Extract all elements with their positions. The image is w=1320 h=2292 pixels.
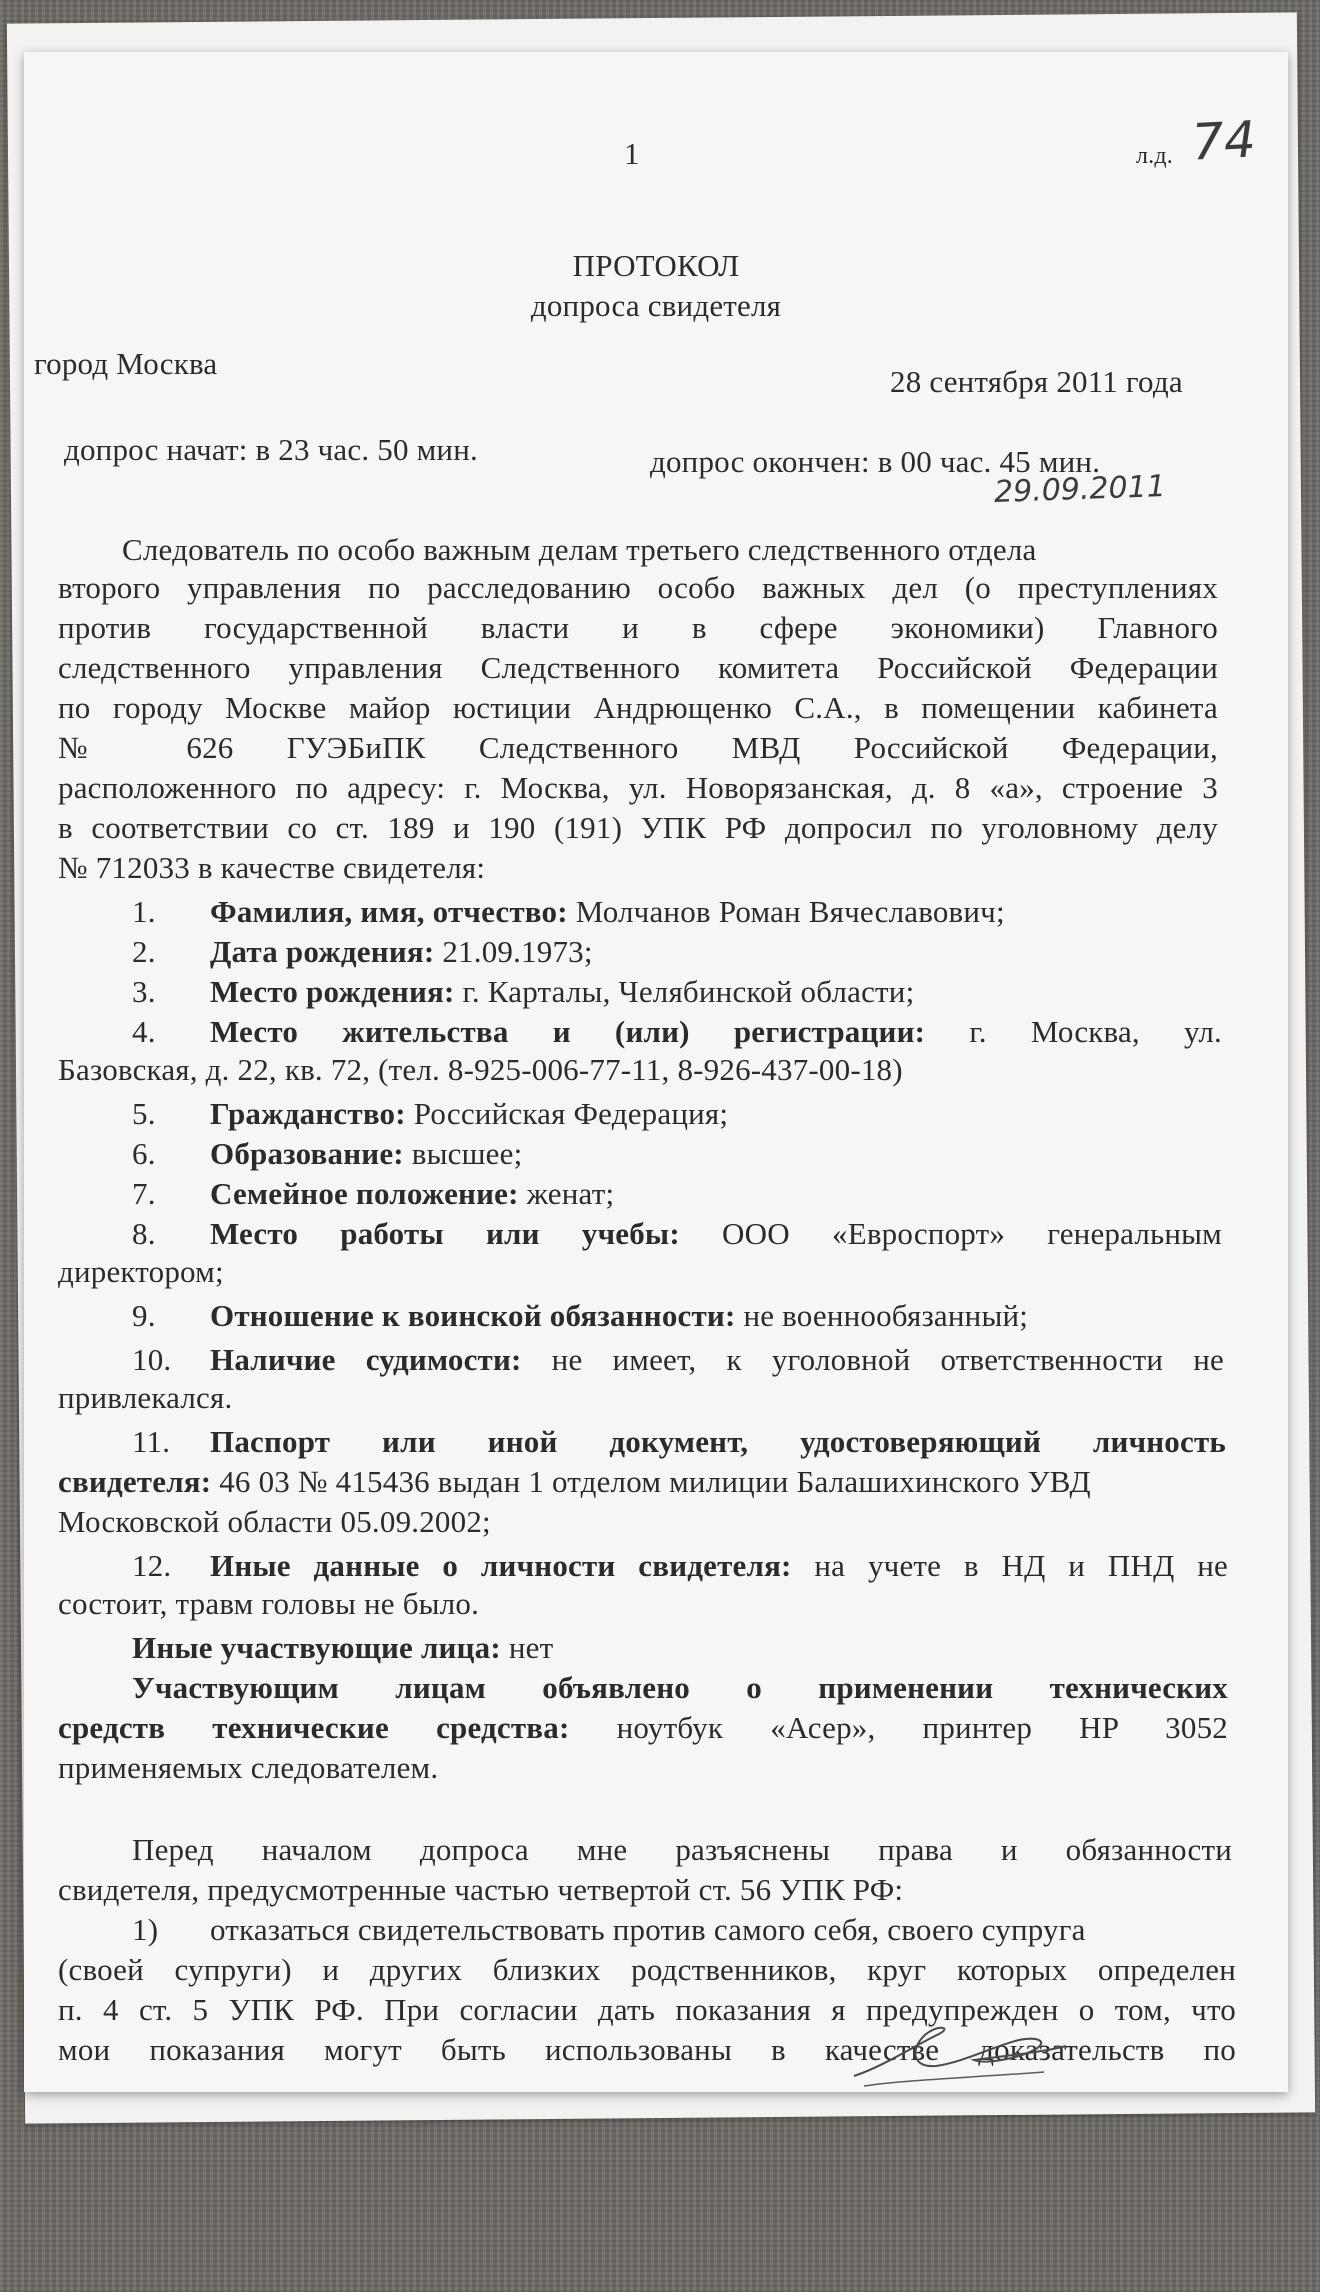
field-birth-date: 2. Дата рождения: 21.09.1973; [132,934,593,969]
document-title: ПРОТОКОЛ [572,248,740,283]
intro-line: № 626 ГУЭБиПК Следственного МВД Российской Федерации, [58,730,1218,765]
document-subtitle: допроса свидетеля [530,288,782,323]
rights-item-line: (своей супруги) и других близких родственников, круг которых определен [58,1952,1236,1987]
rights-item-line: п. 4 ст. 5 УПК РФ. При согласии дать показания я предупрежден о том, что [58,1992,1236,2027]
page-number: 1 [624,136,640,171]
sheet-number-handwritten: 74 [1190,110,1258,172]
protocol-page [24,52,1288,2092]
tech-means-cont: применяемых следователем. [58,1750,439,1785]
field-citizenship: 5. Гражданство: Российская Федерация; [132,1096,729,1131]
rights-intro-line: свидетеля, предусмотренные частью четвертой ст. 56 УПК РФ: [58,1872,904,1907]
rights-item-line: мои показания могут быть использованы в качестве доказательств по [58,2032,1236,2067]
field-residence: 4. Место жительства и (или) регистрации: г. Москва, ул. [132,1014,1222,1049]
field-criminal-record: 10. Наличие судимости: не имеет, к уголовной ответственности не [132,1342,1225,1377]
rights-intro-line: Перед началом допроса мне разъяснены права и обязанности [132,1832,1232,1867]
city: город Москва [34,346,218,381]
field-workplace: 8. Место работы или учебы: ООО «Евроспорт» генеральным [132,1216,1222,1251]
field-education: 6. Образование: высшее; [132,1136,523,1171]
field-other-data: 12. Иные данные о личности свидетеля: на учете в НД и ПНД не [132,1548,1228,1583]
tech-means: средств технические средства: ноутбук «Асер», принтер HP 3052 [58,1710,1228,1745]
field-passport: 11. Паспорт или иной документ, удостоверяющий личность [132,1424,1226,1459]
field-passport-line2: свидетеля: 46 03 № 415436 выдан 1 отделом милиции Балашихинского УВД [58,1464,1091,1499]
field-passport-cont: Московской области 05.09.2002; [58,1504,491,1539]
field-marital-status: 7. Семейное положение: женат; [132,1176,615,1211]
intro-line: второго управления по расследованию особо важных дел (о преступлениях [58,570,1218,605]
intro-line: № 712033 в качестве свидетеля: [58,850,486,885]
start-time: допрос начат: в 23 час. 50 мин. [64,432,478,467]
intro-line: в соответствии со ст. 189 и 190 (191) УПК РФ допросил по уголовному делу [58,810,1218,845]
rights-item: 1) отказаться свидетельствовать против самого себя, своего супруга [132,1912,1086,1947]
end-date-handwritten: 29.09.2011 [993,469,1167,510]
field-criminal-record-cont: привлекался. [58,1380,233,1415]
document-date: 28 сентября 2011 года [890,364,1183,399]
field-birth-place: 3. Место рождения: г. Карталы, Челябинской области; [132,974,915,1009]
witness-signature [844,2016,1074,2096]
intro-line: против государственной власти и в сфере экономики) Главного [58,610,1218,645]
other-persons: Иные участвующие лица: нет [132,1630,554,1665]
field-military-duty: 9. Отношение к воинской обязанности: не военнообязанный; [132,1298,1029,1333]
field-residence-cont: Базовская, д. 22, кв. 72, (тел. 8-925-006-77-11, 8-926-437-00-18) [58,1052,903,1087]
intro-line: следственного управления Следственного комитета Российской Федерации [58,650,1218,685]
field-workplace-cont: директором; [58,1254,224,1289]
intro-line: по городу Москве майор юстиции Андрющенко С.А., в помещении кабинета [58,690,1218,725]
intro-line: расположенного по адресу: г. Москва, ул. Новорязанская, д. 8 «а», строение 3 [58,770,1218,805]
field-full-name: 1. Фамилия, имя, отчество: Молчанов Роман Вячеславович; [132,894,1005,929]
tech-means-label: Участвующим лицам объявлено о применении технических [132,1670,1228,1705]
sheet-label: л.д. [1136,143,1173,169]
field-other-data-cont: состоит, травм головы не было. [58,1586,480,1621]
end-time: допрос окончен: в 00 час. 45 мин. [650,444,1101,479]
intro-line: Следователь по особо важным делам третьего следственного отдела [122,532,1037,567]
